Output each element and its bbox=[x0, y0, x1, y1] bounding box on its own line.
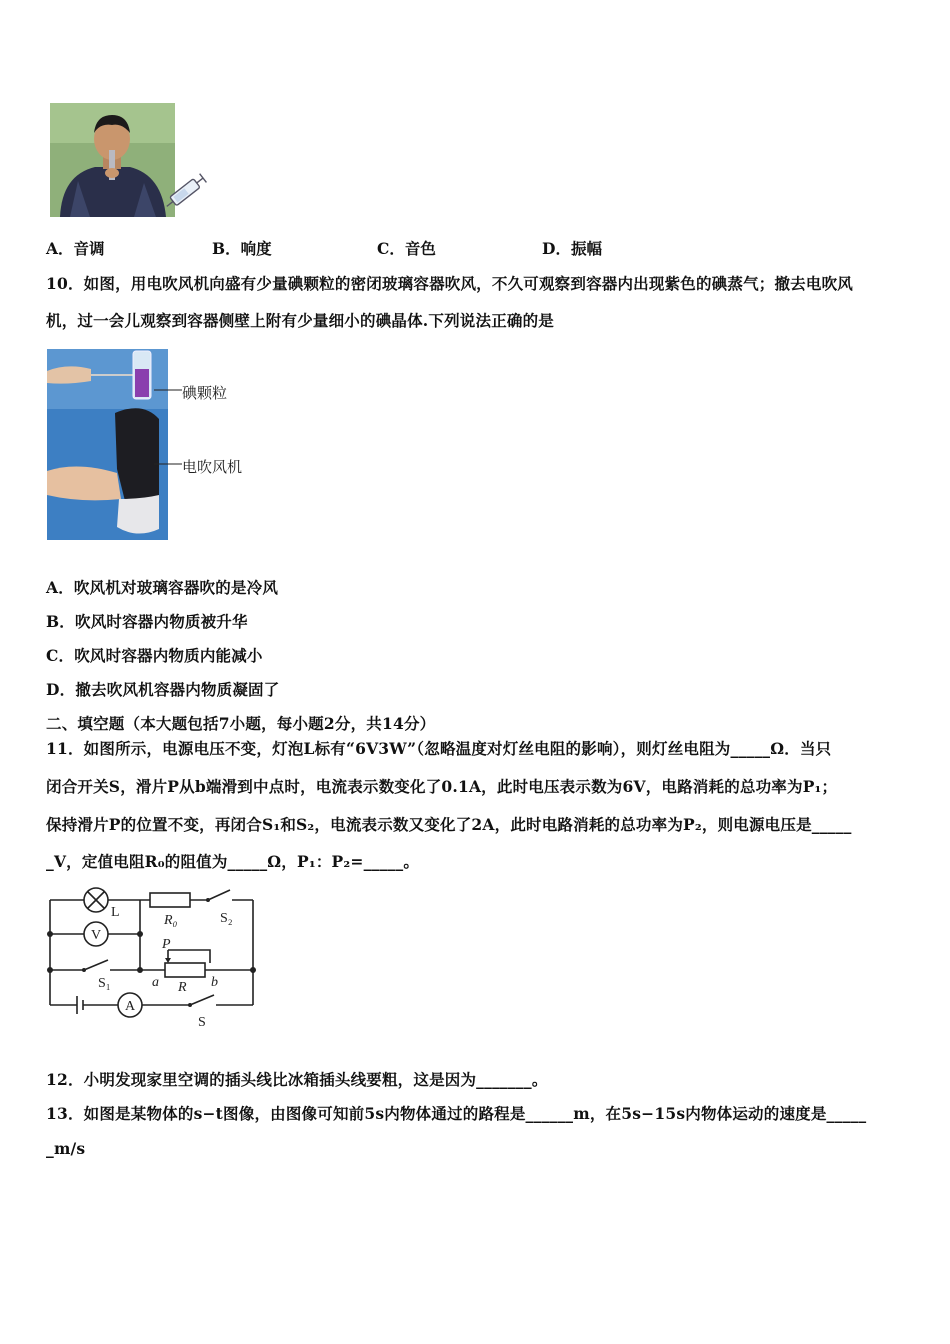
circuit-label-voltmeter: V bbox=[91, 928, 102, 943]
syringe-icon bbox=[160, 168, 212, 216]
circuit-label-s1: S₁ bbox=[98, 976, 111, 991]
circuit-label-lamp: L bbox=[111, 905, 120, 920]
q10-option-a[interactable]: A．吹风机对玻璃容器吹的是冷风 bbox=[46, 578, 279, 597]
q11-circuit-diagram bbox=[40, 880, 270, 1032]
label-hair-dryer: 电吹风机 bbox=[182, 458, 243, 476]
q12-text: 12．小明发现家里空调的插头线比冰箱插头线要粗，这是因为_______。 bbox=[46, 1070, 548, 1089]
q10-stem-line1: 10．如图，用电吹风机向盛有少量碘颗粒的密闭玻璃容器吹风，不久可观察到容器内出现紫色的碘蒸气；撤去电吹风 bbox=[46, 274, 853, 293]
circuit-label-s2: S₂ bbox=[220, 911, 233, 926]
boy-whistle-illustration bbox=[50, 103, 175, 217]
circuit-label-ammeter: A bbox=[125, 999, 136, 1014]
q9-option-a[interactable]: A．音调 bbox=[46, 239, 105, 258]
circuit-label-a: a bbox=[152, 975, 159, 990]
q9-option-b[interactable]: B．响度 bbox=[212, 239, 272, 258]
q11-line4: _V，定值电阻R₀的阻值为_____Ω，P₁：P₂=_____。 bbox=[46, 852, 420, 871]
label-iodine-particles: 碘颗粒 bbox=[182, 384, 228, 402]
q10-stem-line2: 机，过一会儿观察到容器侧壁上附有少量细小的碘晶体.下列说法正确的是 bbox=[46, 311, 554, 330]
circuit-label-r: R bbox=[178, 980, 187, 995]
q10-option-c[interactable]: C．吹风时容器内物质内能减小 bbox=[46, 646, 263, 665]
q11-line1: 11．如图所示，电源电压不变，灯泡L标有“6V3W”（忽略温度对灯丝电阻的影响），则灯丝电阻为_____Ω．当只 bbox=[46, 739, 832, 758]
circuit-label-r0: R₀ bbox=[164, 913, 178, 928]
q13-line2: _m/s bbox=[46, 1139, 86, 1158]
circuit-label-p: P bbox=[162, 937, 171, 952]
circuit-label-s: S bbox=[198, 1015, 206, 1030]
boy-whistle-photo bbox=[50, 103, 175, 217]
q10-option-d[interactable]: D．撤去吹风机容器内物质凝固了 bbox=[46, 680, 280, 699]
q10-option-b[interactable]: B．吹风时容器内物质被升华 bbox=[46, 612, 248, 631]
q9-option-d[interactable]: D．振幅 bbox=[542, 239, 602, 258]
section-2-title: 二、填空题（本大题包括7小题，每小题2分，共14分） bbox=[46, 714, 436, 733]
q11-line3: 保持滑片P的位置不变，再闭合S₁和S₂，电流表示数又变化了2A，此时电路消耗的总功率为P₂，则电源电压是_____ bbox=[46, 815, 852, 834]
q11-line2: 闭合开关S，滑片P从b端滑到中点时，电流表示数变化了0.1A，此时电压表示数为6V，电路消耗的总功率为P₁； bbox=[46, 777, 838, 796]
q9-option-c[interactable]: C．音色 bbox=[377, 239, 436, 258]
q13-line1: 13．如图是某物体的s−t图像，由图像可知前5s内物体通过的路程是______m，在5s−15s内物体运动的速度是_____ bbox=[46, 1104, 867, 1123]
circuit-label-b: b bbox=[211, 975, 218, 990]
